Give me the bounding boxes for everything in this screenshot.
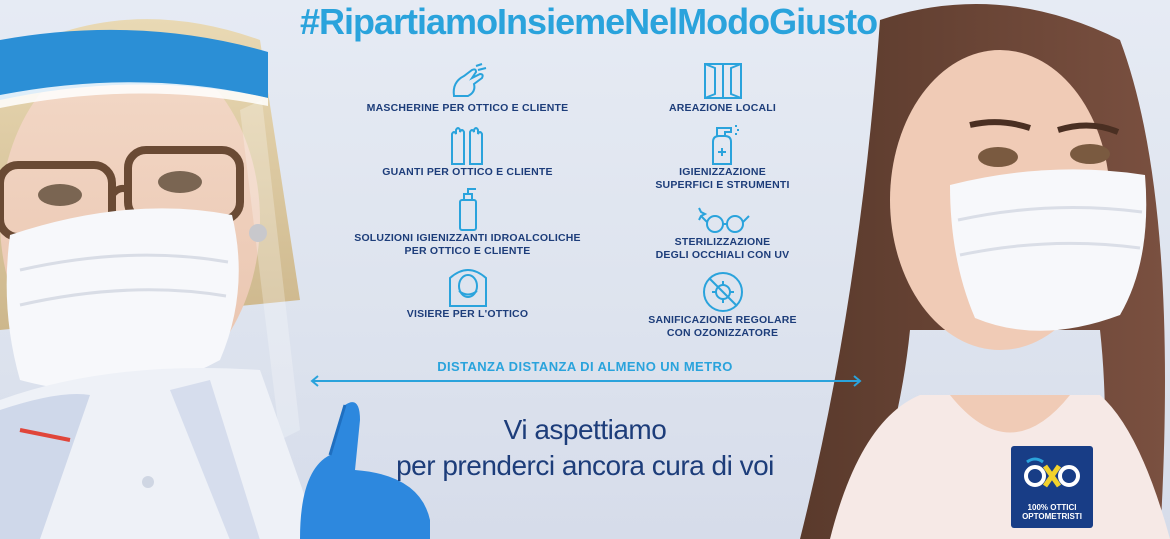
item-ozone-sanitizing xyxy=(625,270,820,340)
item-uv-sterilization xyxy=(625,204,820,262)
item-label: AREAZIONE LOCALI xyxy=(668,102,777,114)
sanitizer-bottle-icon xyxy=(446,186,490,232)
hashtag-headline: #RipartiamoInsiemeNelModoGiusto xyxy=(300,1,878,42)
spray-bottle-icon xyxy=(701,122,745,166)
logo-line-1: 100% OTTICI xyxy=(1027,503,1077,512)
item-label: VISIERE PER L'OTTICO xyxy=(406,308,529,320)
item-surface-sanitizing xyxy=(625,122,820,192)
item-label: GUANTI PER OTTICO E CLIENTE xyxy=(382,166,553,178)
item-ventilation xyxy=(625,60,820,115)
client-photo xyxy=(800,0,1170,539)
glasses-sparkle-icon xyxy=(695,204,751,236)
virus-forbidden-icon xyxy=(701,270,745,314)
window-icon xyxy=(701,60,745,102)
item-label: SOLUZIONI IGIENIZZANTI IDROALCOLICHE PER OTTICO E CLIENTE xyxy=(354,232,581,257)
closing-line-1: Vi aspettiamo xyxy=(503,414,667,445)
brand-logo xyxy=(1011,446,1093,528)
item-label: MASCHERINE PER OTTICO E CLIENTE xyxy=(366,102,569,114)
item-sanitizer xyxy=(340,186,595,258)
closing-line-2: per prenderci ancora cura di voi xyxy=(396,450,774,481)
spray-glove-icon xyxy=(446,62,490,102)
gloves-icon xyxy=(446,126,490,166)
distance-notice: DISTANZA DISTANZA DI ALMENO UN METRO xyxy=(437,359,733,374)
item-gloves xyxy=(340,126,595,179)
oxo-logo-icon xyxy=(1011,446,1093,504)
double-arrow-icon xyxy=(310,374,862,388)
item-label: IGIENIZZAZIONE SUPERFICI E STRUMENTI xyxy=(655,166,790,191)
item-label: STERILIZZAZIONE DEGLI OCCHIALI CON UV xyxy=(655,236,790,261)
logo-line-2: OPTOMETRISTI xyxy=(1022,512,1082,521)
item-visor xyxy=(340,264,595,321)
item-masks xyxy=(340,62,595,115)
closing-message xyxy=(380,412,790,484)
face-shield-icon xyxy=(446,264,490,308)
item-label: SANIFICAZIONE REGOLARE CON OZONIZZATORE xyxy=(648,314,797,339)
